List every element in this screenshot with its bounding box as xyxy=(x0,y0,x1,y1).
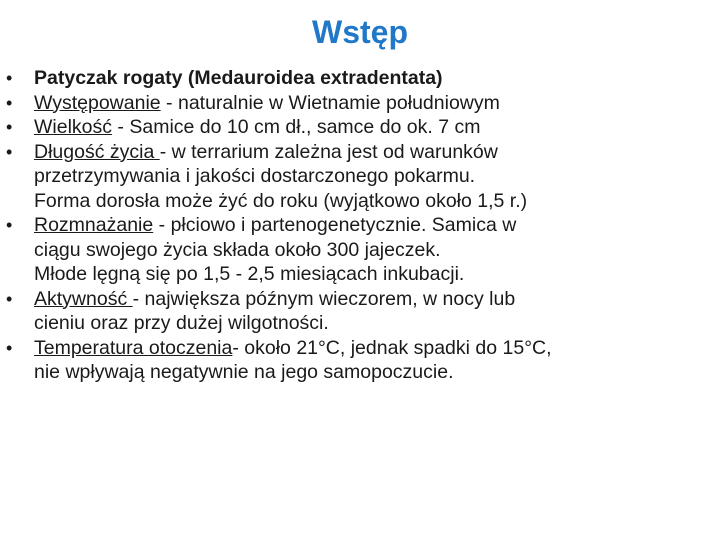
text-activity: - największa późnym wieczorem, w nocy lub xyxy=(132,287,516,310)
list-item-species xyxy=(6,66,706,91)
term-lifespan: Długość życia xyxy=(34,140,160,163)
bullet-icon: • xyxy=(6,288,13,309)
bullet-icon: • xyxy=(6,117,13,137)
text-reproduction-line3: Młode lęgną się po 1,5 - 2,5 miesiącach inkubacji. xyxy=(34,263,465,285)
list-item-activity xyxy=(6,287,706,336)
bullet-icon: • xyxy=(6,215,13,235)
text-reproduction-line2: ciągu swojego życia składa około 300 jajeczek. xyxy=(34,238,441,261)
bullet-list xyxy=(6,66,706,385)
text-occurrence: - naturalnie w Wietnamie południowym xyxy=(160,91,500,114)
text-lifespan-line2: przetrzymywania i jakości dostarczonego pokarmu. xyxy=(34,165,476,187)
list-item-lifespan xyxy=(6,140,706,214)
text-size: - Samice do 10 cm dł., samce do ok. 7 cm xyxy=(112,116,481,138)
list-item-occurrence xyxy=(6,91,706,116)
term-temperature: Temperatura otoczenia xyxy=(34,336,233,359)
bullet-icon: • xyxy=(6,337,13,358)
list-item-size xyxy=(6,115,706,140)
term-reproduction: Rozmnażanie xyxy=(34,214,154,236)
text-lifespan: - w terrarium zależna jest od warunków xyxy=(159,140,498,163)
bullet-icon: • xyxy=(6,68,13,88)
bullet-icon: • xyxy=(6,141,13,162)
text-reproduction: - płciowo i partenogenetycznie. Samica w xyxy=(153,214,517,236)
list-item-reproduction xyxy=(6,213,706,287)
text-temperature: - około 21°C, jednak spadki do 15°C, xyxy=(232,336,552,359)
text-activity-line2: cieniu oraz przy dużej wilgotności. xyxy=(34,312,329,334)
term-occurrence: Występowanie xyxy=(34,91,161,114)
species-name: Patyczak rogaty (Medauroidea extradentata) xyxy=(34,67,443,89)
text-temperature-line2: nie wpływają negatywnie na jego samopoczucie. xyxy=(34,361,454,383)
slide-title: Wstęp xyxy=(312,14,408,50)
bullet-icon: • xyxy=(6,92,13,113)
term-activity: Aktywność xyxy=(34,287,133,310)
text-lifespan-line3: Forma dorosła może żyć do roku (wyjątkowo około 1,5 r.) xyxy=(34,189,528,212)
term-size: Wielkość xyxy=(34,116,113,138)
list-item-temperature xyxy=(6,336,706,385)
